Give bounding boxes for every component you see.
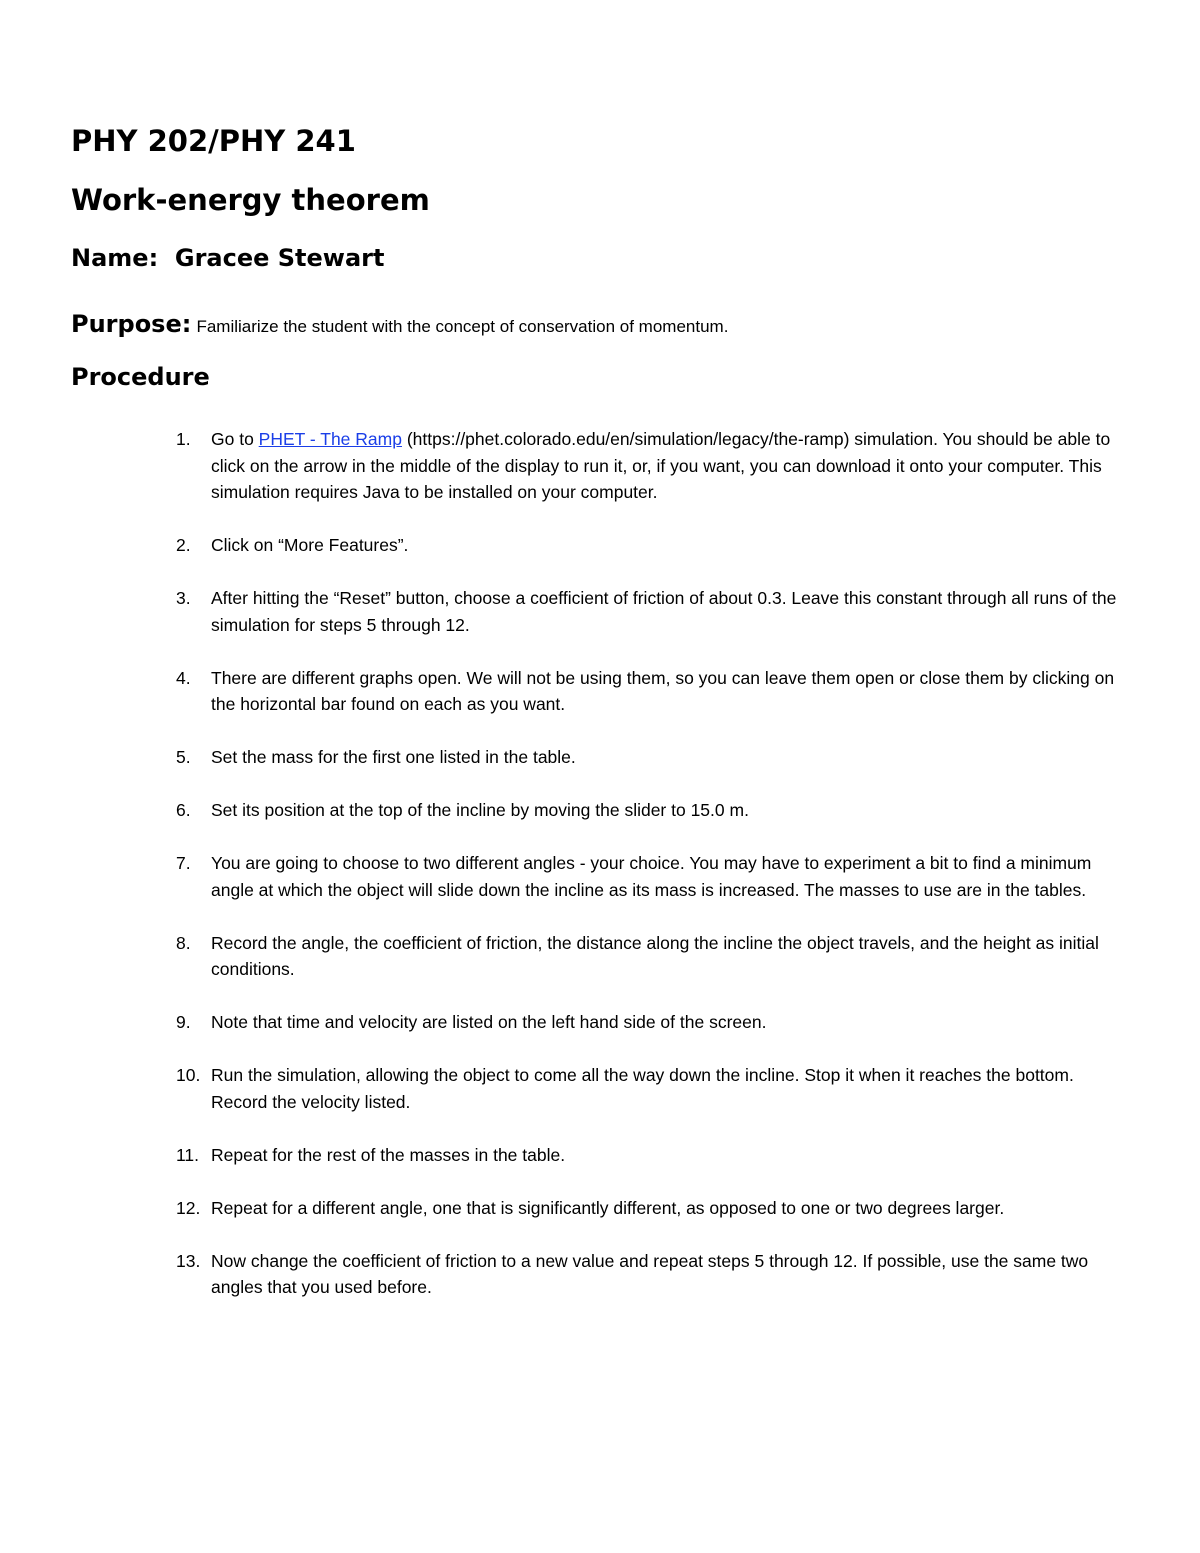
step-number: 11. bbox=[176, 1144, 200, 1165]
phet-ramp-link[interactable]: PHET - The Ramp bbox=[258, 429, 402, 449]
step-number: 13. bbox=[176, 1250, 201, 1271]
step-text: Set the mass for the first one listed in the table. bbox=[211, 747, 576, 767]
step-number: 4. bbox=[176, 667, 191, 688]
step-text: Click on “More Features”. bbox=[211, 535, 409, 555]
procedure-step-2 bbox=[0, 532, 1126, 559]
procedure-step-8 bbox=[0, 930, 1126, 983]
step-text: Record the angle, the coefficient of friction, the distance along the incline the object travels, and the height as initial conditions. bbox=[211, 932, 1099, 979]
purpose-text: Familiarize the student with the concept of conservation of momentum. bbox=[196, 317, 729, 336]
name-label: Name: bbox=[71, 244, 159, 272]
step-text: You are going to choose to two different angles - your choice. You may have to experiment a bit to find a minimum angle at which the object will slide down the incline as its mass is increased. The masses to use are in the tables. bbox=[211, 853, 1092, 900]
step-text: Run the simulation, allowing the object to come all the way down the incline. Stop it when it reaches the bottom. Record the velocity listed. bbox=[211, 1065, 1074, 1112]
step-number: 2. bbox=[176, 535, 191, 555]
course-title: PHY 202/PHY 241 bbox=[71, 124, 356, 158]
procedure-step-7 bbox=[0, 850, 1126, 903]
procedure-step-10 bbox=[0, 1062, 1126, 1115]
step-text-pre: Go to bbox=[211, 429, 259, 449]
step-text-post: (https://phet.colorado.edu/en/simulation/legacy/the-ramp) simulation. You should be able to click on the arrow in the middle of the display to run it, or, if you want, you can download it onto your computer. This simulation requires Java to be installed on your computer. bbox=[211, 429, 1111, 502]
step-text: Note that time and velocity are listed on the left hand side of the screen. bbox=[211, 1012, 767, 1032]
procedure-step-3 bbox=[0, 585, 1126, 638]
step-text: Now change the coefficient of friction to a new value and repeat steps 5 through 12. If possible, use the same two angles that you used before. bbox=[211, 1250, 1089, 1297]
step-text: After hitting the “Reset” button, choose a coefficient of friction of about 0.3. Leave this constant through all runs of the simulation for steps 5 through 12. bbox=[211, 588, 1117, 635]
step-text: Repeat for a different angle, one that is significantly different, as opposed to one or two degrees larger. bbox=[211, 1197, 1005, 1218]
step-number: 6. bbox=[176, 800, 191, 820]
procedure-steps-list bbox=[0, 426, 1200, 1327]
purpose-line bbox=[71, 304, 728, 347]
procedure-step-9 bbox=[0, 1009, 1126, 1036]
procedure-step-4 bbox=[0, 665, 1126, 718]
procedure-step-11 bbox=[0, 1142, 1126, 1169]
step-number: 10. bbox=[176, 1065, 201, 1085]
step-number: 8. bbox=[176, 932, 191, 953]
step-text: Set its position at the top of the incline by moving the slider to 15.0 m. bbox=[211, 800, 749, 820]
procedure-step-1 bbox=[0, 426, 1126, 506]
lab-title: Work-energy theorem bbox=[71, 183, 430, 217]
procedure-step-12 bbox=[0, 1195, 1126, 1222]
procedure-heading: Procedure bbox=[71, 363, 210, 391]
step-number: 5. bbox=[176, 747, 191, 767]
procedure-step-6 bbox=[0, 797, 1126, 824]
step-number: 3. bbox=[176, 588, 191, 608]
procedure-step-13 bbox=[0, 1248, 1126, 1301]
step-number: 12. bbox=[176, 1197, 201, 1218]
student-name: Gracee Stewart bbox=[174, 244, 385, 272]
student-name-line bbox=[71, 240, 384, 276]
procedure-step-5 bbox=[0, 744, 1126, 771]
step-text: There are different graphs open. We will not be using them, so you can leave them open or close them by clicking on the horizontal bar found on each as you want. bbox=[211, 667, 1115, 714]
step-number: 9. bbox=[176, 1012, 191, 1032]
step-text: Repeat for the rest of the masses in the table. bbox=[211, 1144, 566, 1165]
step-number: 7. bbox=[176, 853, 191, 873]
step-number: 1. bbox=[176, 429, 191, 449]
purpose-label: Purpose: bbox=[71, 310, 192, 338]
